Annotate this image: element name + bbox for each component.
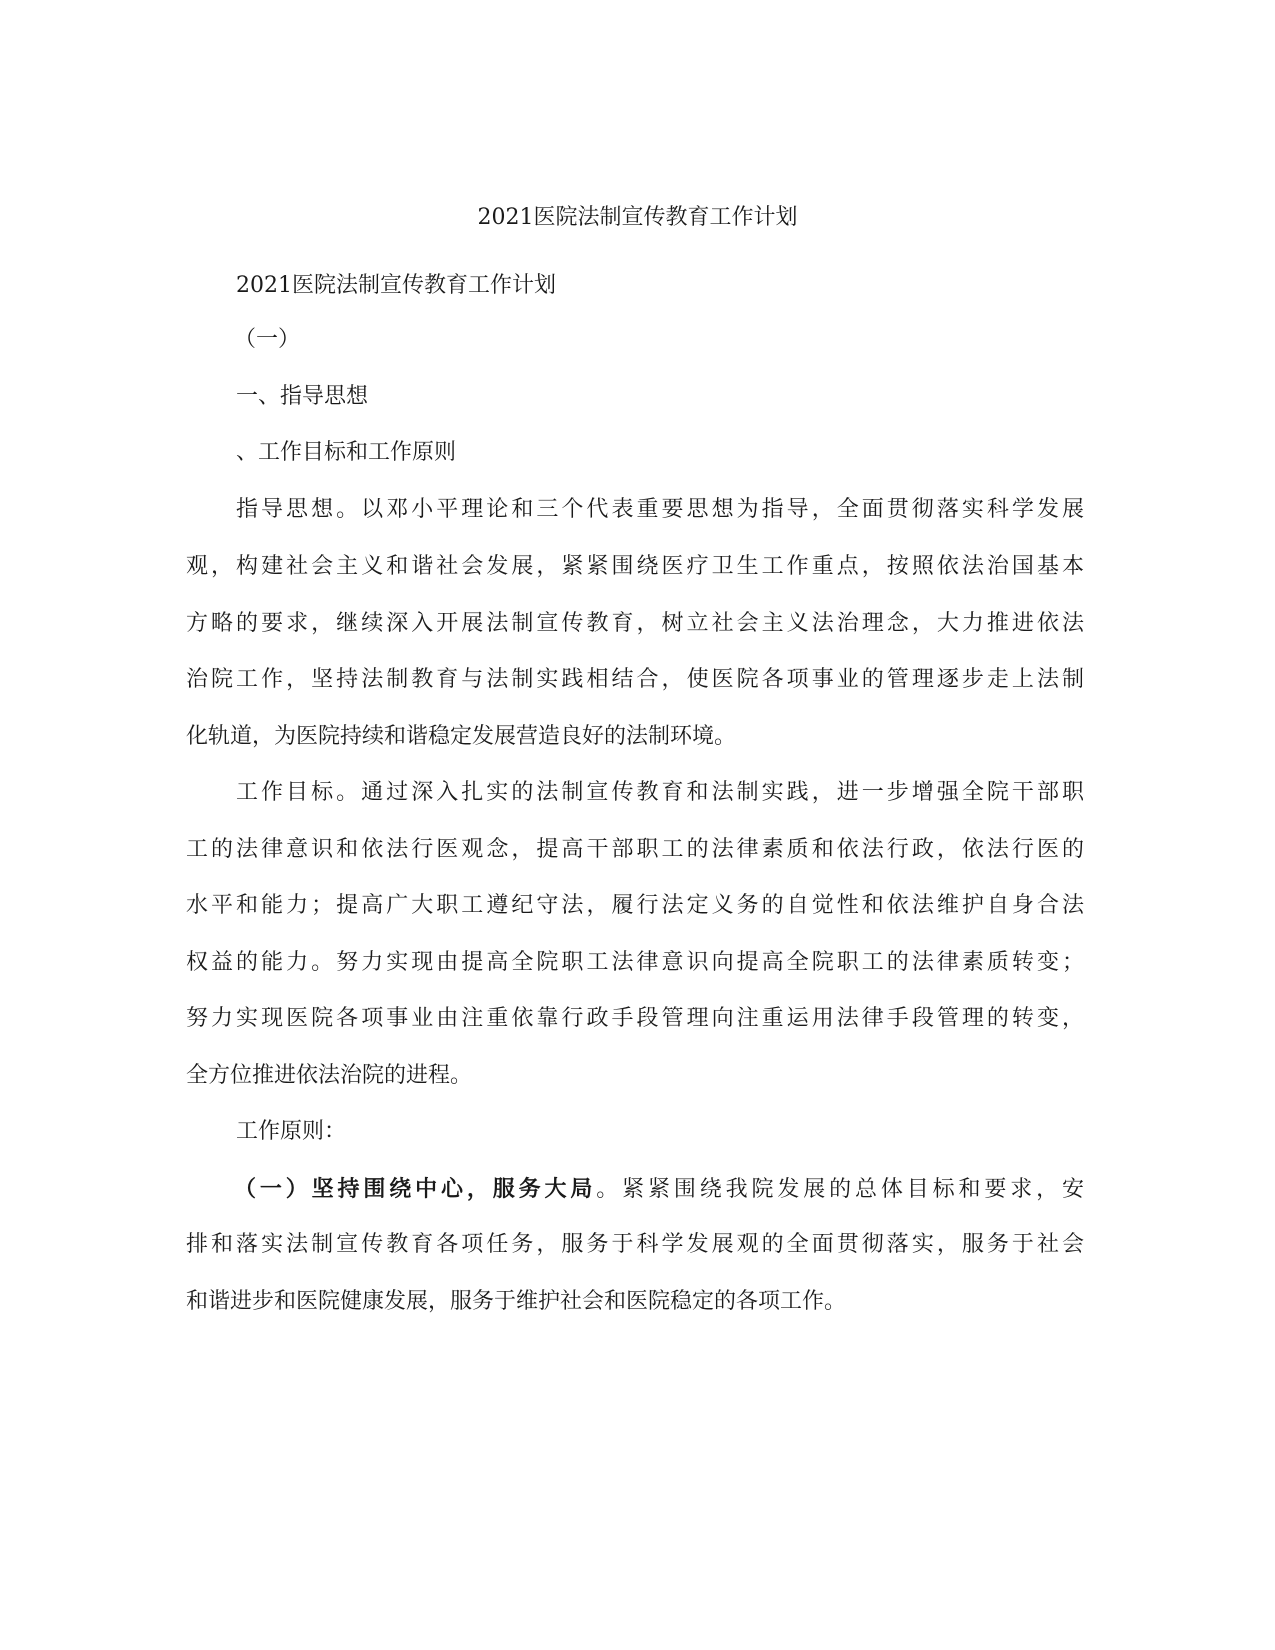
paragraph-line: 指导思想。以邓小平理论和三个代表重要思想为指导，全面贯彻落实科学发展 (236, 497, 1084, 522)
paragraph-line: 权益的能力。努力实现由提高全院职工法律意识向提高全院职工的法律素质转变； (186, 950, 1084, 975)
paragraph-line: 化轨道，为医院持续和谐稳定发展营造良好的法制环境。 (186, 724, 737, 749)
paragraph-line: 治院工作，坚持法制教育与法制实践相结合，使医院各项事业的管理逐步走上法制 (186, 667, 1084, 692)
principle-text: 。紧紧围绕我院发展的总体目标和要求，安 (596, 1177, 1084, 1202)
paragraph-line: 方略的要求，继续深入开展法制宣传教育，树立社会主义法治理念，大力推进依法 (186, 611, 1084, 636)
paragraph-line: 努力实现医院各项事业由注重依靠行政手段管理向注重运用法律手段管理的转变， (186, 1006, 1084, 1031)
document-title: 2021医院法制宣传教育工作计划 (477, 205, 798, 230)
paragraph-line: 观，构建社会主义和谐社会发展，紧紧围绕医疗卫生工作重点，按照依法治国基本 (186, 554, 1084, 579)
section-heading-goals: 、工作目标和工作原则 (236, 440, 457, 465)
paragraph-line: 排和落实法制宣传教育各项任务，服务于科学发展观的全面贯彻落实，服务于社会 (186, 1232, 1084, 1257)
principle-first-line (234, 1173, 1084, 1206)
principle-heading: （一）坚持围绕中心，服务大局 (234, 1176, 597, 1202)
paragraph-line: 工的法律意识和依法行医观念，提高干部职工的法律素质和依法行政，依法行医的 (186, 837, 1084, 862)
document-subtitle: 2021医院法制宣传教育工作计划 (236, 273, 556, 298)
paragraph-line: 和谐进步和医院健康发展，服务于维护社会和医院稳定的各项工作。 (186, 1289, 847, 1314)
paragraph-line: 全方位推进依法治院的进程。 (186, 1063, 473, 1088)
paragraph-line: 工作目标。通过深入扎实的法制宣传教育和法制实践，进一步增强全院干部职 (236, 780, 1084, 805)
principles-label: 工作原则： (236, 1119, 347, 1144)
section-heading-guiding: 一、指导思想 (236, 384, 369, 409)
part-marker: （一） (234, 327, 301, 352)
paragraph-line: 水平和能力；提高广大职工遵纪守法，履行法定义务的自觉性和依法维护自身合法 (186, 893, 1084, 918)
